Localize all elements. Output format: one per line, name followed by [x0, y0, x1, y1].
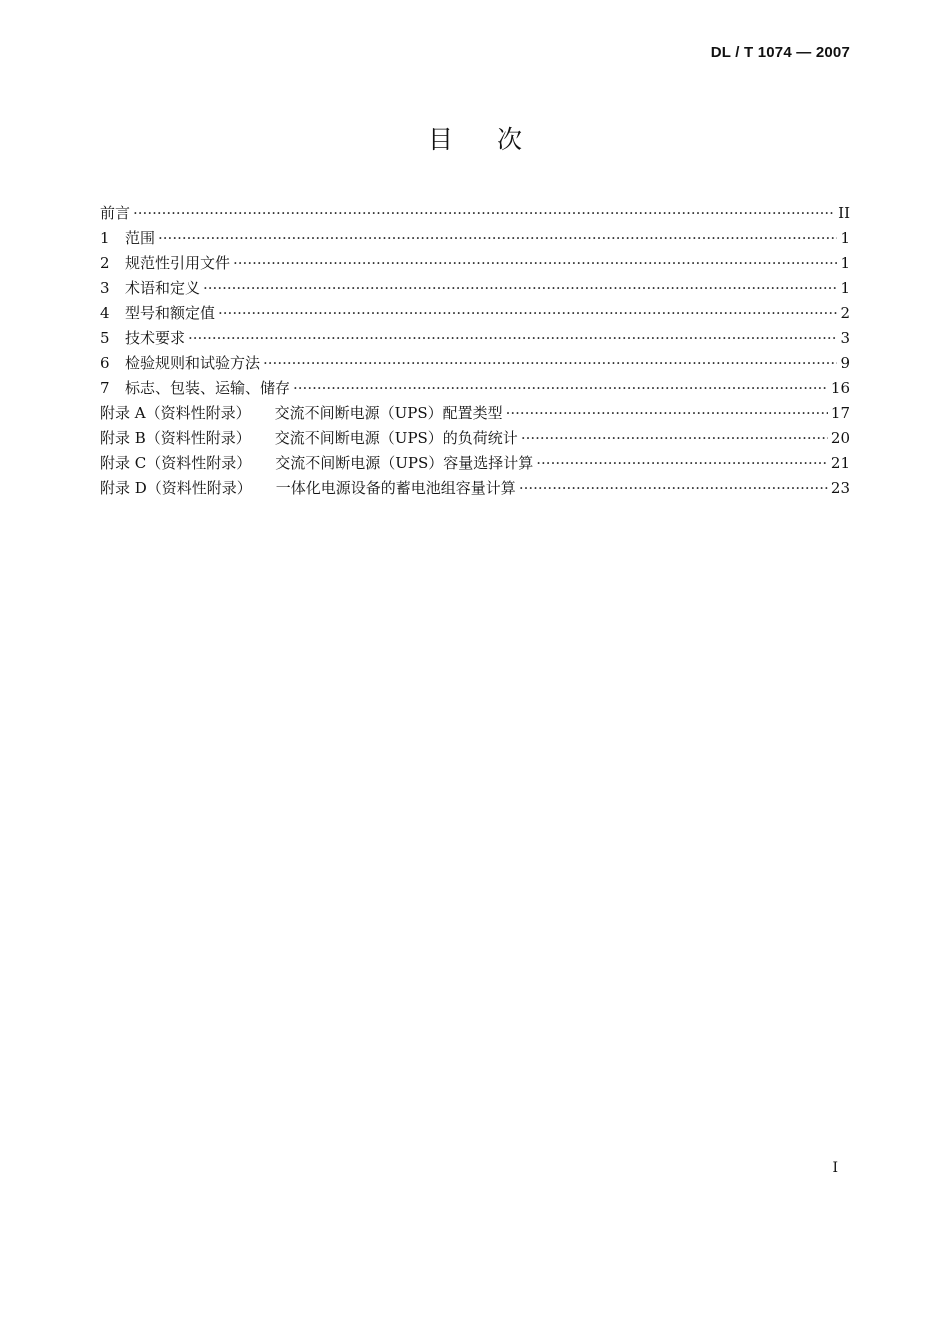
document-code: DL / T 1074 — 2007 — [710, 44, 850, 61]
toc-item-3[interactable] — [100, 276, 850, 301]
toc-item-title: 范围 — [125, 229, 156, 247]
toc-item-title: 术语和定义 — [125, 279, 201, 297]
toc-item-preface[interactable] — [100, 201, 850, 226]
toc-item-number: 3 — [100, 279, 110, 297]
toc-item-page: 3 — [840, 329, 850, 347]
toc-item-title: 交流不间断电源（UPS）容量选择计算 — [275, 454, 534, 472]
toc-leader-dots — [521, 426, 828, 451]
toc-item-title: 前言 — [100, 204, 131, 222]
toc-leader-dots — [263, 351, 837, 376]
toc-item-page: 17 — [830, 404, 850, 422]
toc-item-7[interactable] — [100, 376, 850, 401]
toc-item-page: 1 — [840, 254, 850, 272]
toc-item-page: II — [838, 204, 850, 222]
toc-leader-dots — [133, 201, 835, 226]
toc-appendix-label: 附录 D（资料性附录） — [100, 479, 252, 497]
toc-item-title: 规范性引用文件 — [125, 254, 231, 272]
toc-leader-dots — [519, 476, 828, 501]
toc-leader-dots — [218, 301, 837, 326]
toc-leader-dots — [233, 251, 837, 276]
toc-item-page: 1 — [840, 229, 850, 247]
toc-item-number: 5 — [100, 329, 110, 347]
toc-item-title: 交流不间断电源（UPS）的负荷统计 — [274, 429, 518, 447]
toc-leader-dots — [203, 276, 837, 301]
toc-leader-dots — [293, 376, 828, 401]
toc-item-5[interactable] — [100, 326, 850, 351]
toc-appendix-label: 附录 B（资料性附录） — [100, 429, 251, 447]
toc-item-title: 型号和额定值 — [125, 304, 216, 322]
toc-leader-dots — [188, 326, 837, 351]
table-of-contents — [100, 201, 850, 501]
page-title: 目次 — [427, 125, 566, 154]
toc-item-6[interactable] — [100, 351, 850, 376]
toc-leader-dots — [158, 226, 837, 251]
toc-leader-dots — [536, 451, 828, 476]
toc-item-page: 21 — [830, 454, 850, 472]
toc-item-page: 20 — [830, 429, 850, 447]
toc-item-number: 4 — [100, 304, 110, 322]
toc-item-4[interactable] — [100, 301, 850, 326]
toc-item-number: 6 — [100, 354, 110, 372]
toc-item-number: 2 — [100, 254, 110, 272]
toc-leader-dots — [506, 401, 828, 426]
toc-item-page: 9 — [840, 354, 850, 372]
toc-item-1[interactable] — [100, 226, 850, 251]
toc-item-title: 技术要求 — [125, 329, 186, 347]
page-number: I — [832, 1160, 838, 1176]
toc-item-title: 交流不间断电源（UPS）配置类型 — [274, 404, 503, 422]
toc-appendix-label: 附录 C（资料性附录） — [100, 454, 252, 472]
toc-item-appendix-d[interactable] — [100, 476, 850, 501]
toc-item-number: 1 — [100, 229, 110, 247]
toc-item-title: 检验规则和试验方法 — [125, 354, 261, 372]
toc-item-title: 一体化电源设备的蓄电池组容量计算 — [275, 479, 516, 497]
toc-appendix-label: 附录 A（资料性附录） — [100, 404, 251, 422]
toc-item-appendix-a[interactable] — [100, 401, 850, 426]
toc-item-page: 1 — [840, 279, 850, 297]
toc-item-page: 23 — [830, 479, 850, 497]
toc-item-appendix-c[interactable] — [100, 451, 850, 476]
toc-item-number: 7 — [100, 379, 110, 397]
toc-item-2[interactable] — [100, 251, 850, 276]
toc-item-page: 16 — [830, 379, 850, 397]
toc-item-title: 标志、包装、运输、储存 — [125, 379, 291, 397]
toc-item-page: 2 — [840, 304, 850, 322]
toc-item-appendix-b[interactable] — [100, 426, 850, 451]
